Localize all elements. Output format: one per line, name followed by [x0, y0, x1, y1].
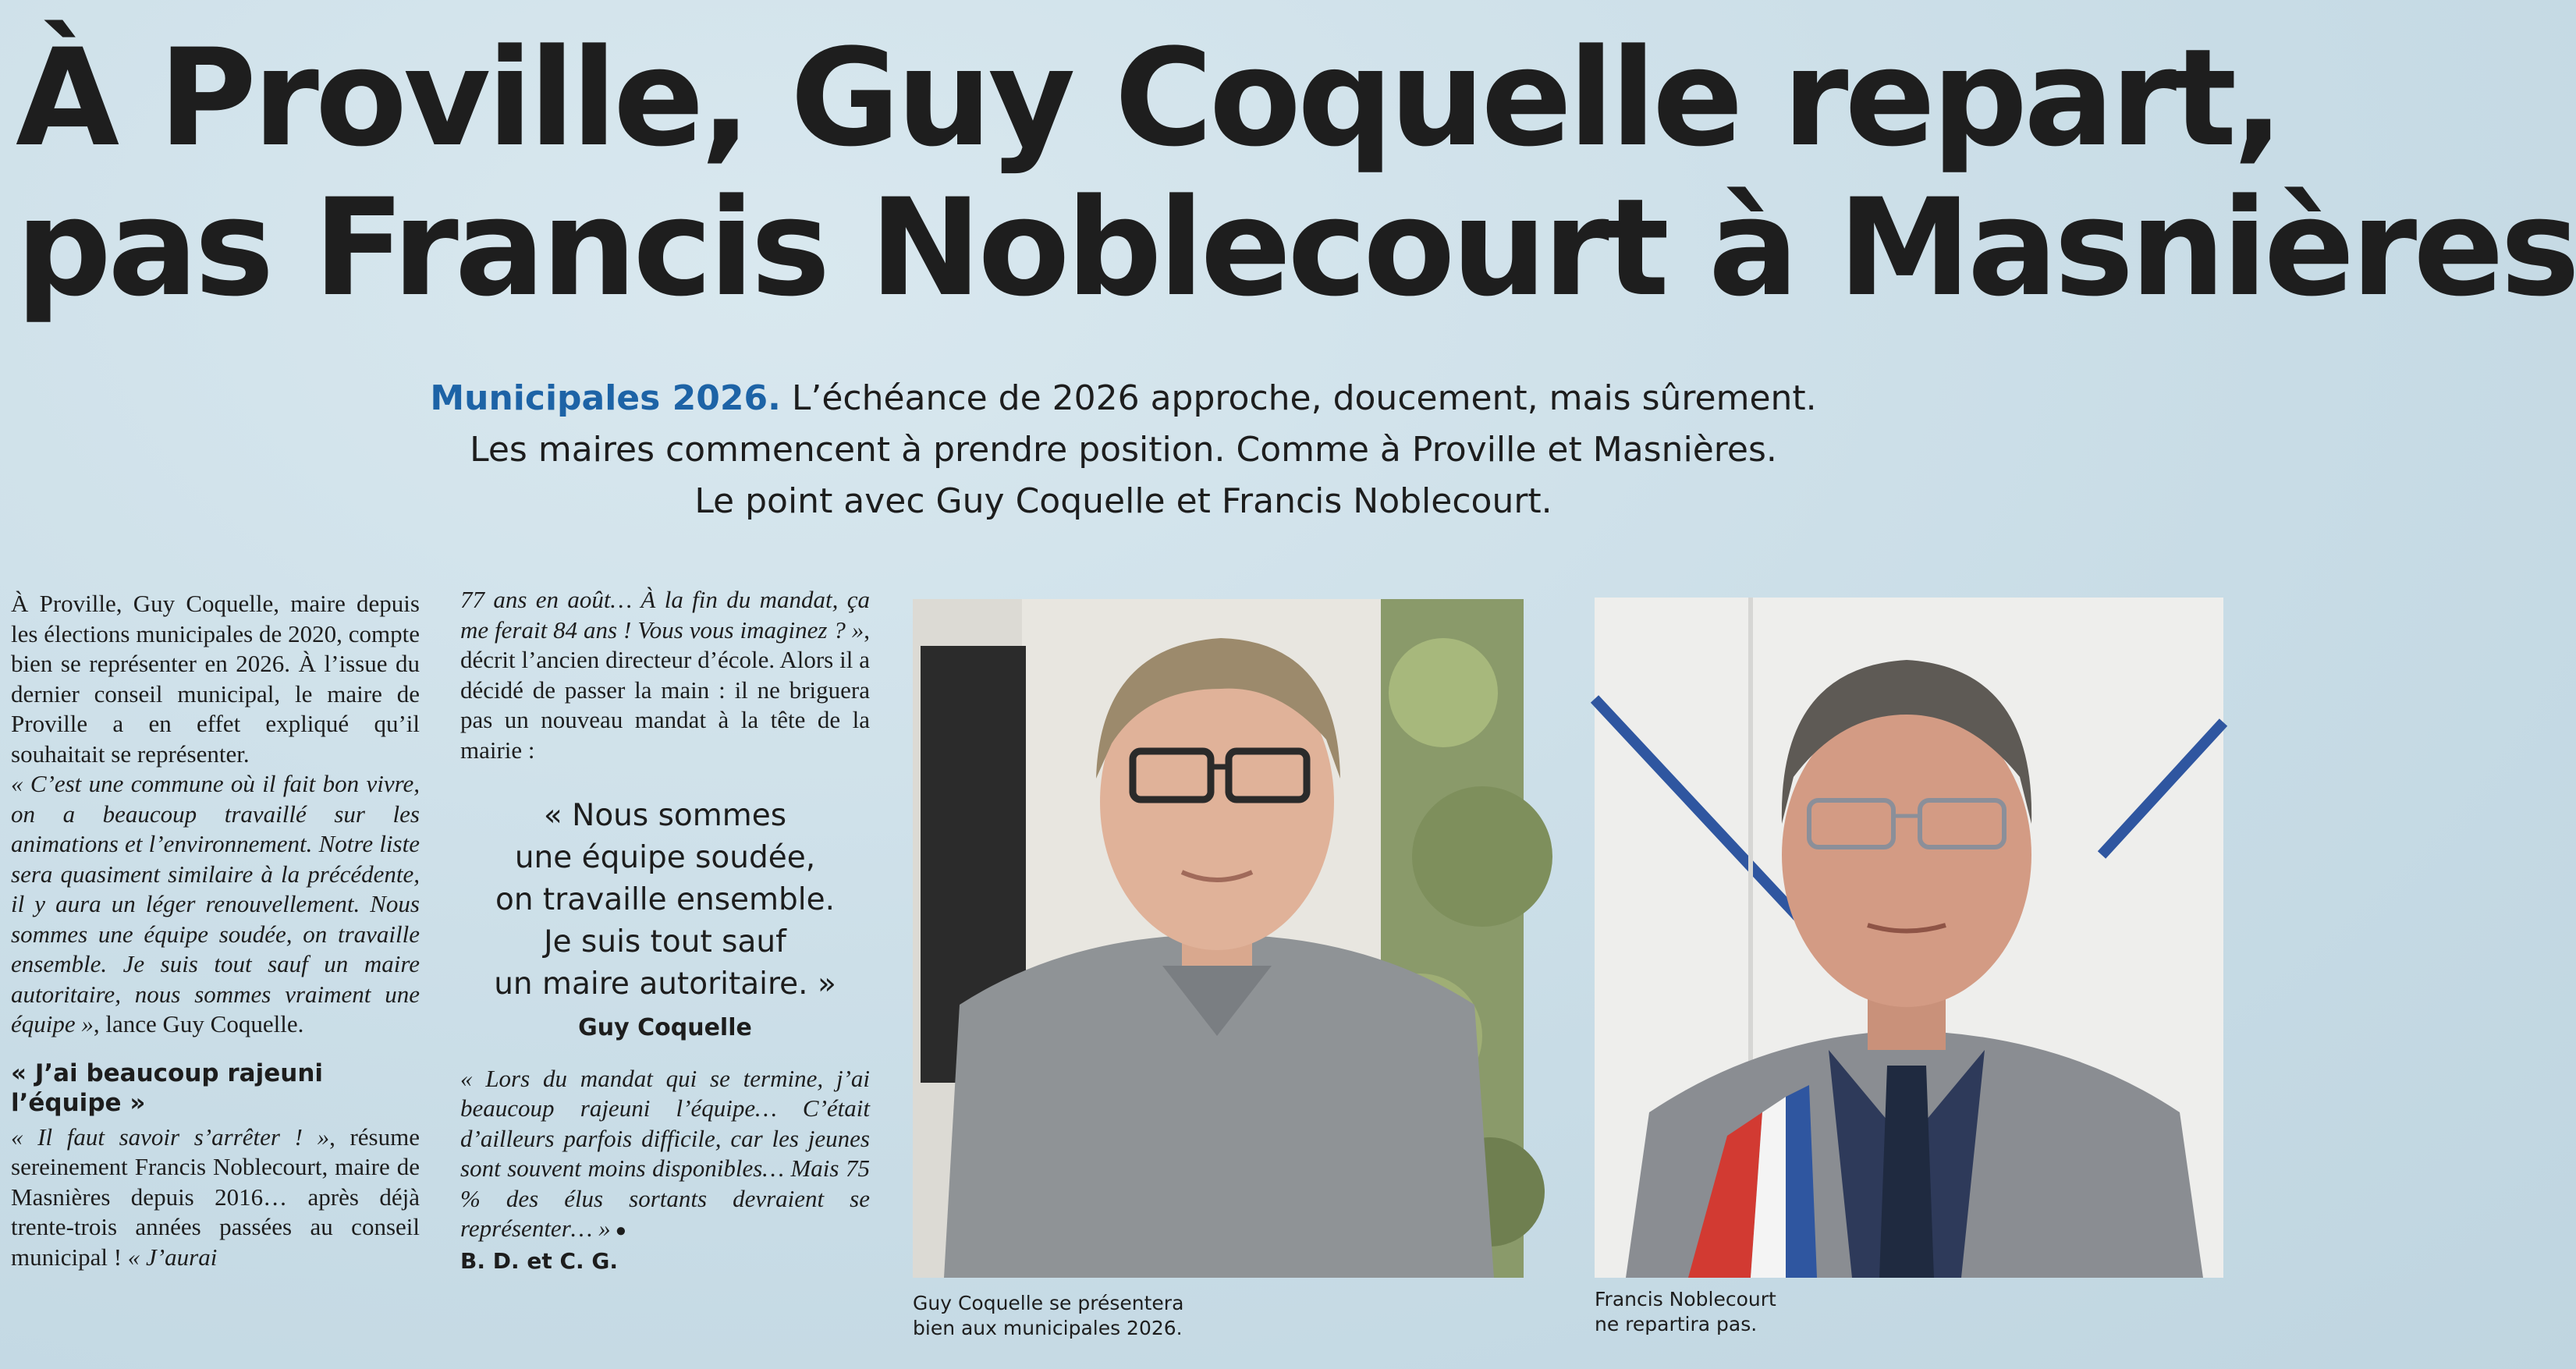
quote-text: « C’est une commune où il fait bon vivre, on a beaucoup travaillé sur les animations et l’environnement. Notre liste sera quasiment similaire à la précédente, il y aura un léger renouvellement. Nous sommes une équipe soudée, on travaille ensemble. Je suis tout sauf un maire autoritaire, nous sommes vraiment une équipe » — [11, 770, 420, 1037]
portrait-image — [913, 599, 1524, 1278]
pull-quote-author: Guy Coquelle — [578, 1014, 752, 1041]
chapo-line-3: Le point avec Guy Coquelle et Francis Noblecourt. — [694, 481, 1552, 521]
photo-guy-coquelle — [913, 599, 1524, 1278]
caption-line: Guy Coquelle se présentera — [913, 1292, 1184, 1314]
caption-line: bien aux municipales 2026. — [913, 1317, 1183, 1339]
paragraph-2 — [11, 769, 420, 1040]
byline: B. D. et C. G. — [460, 1247, 619, 1274]
quote-text: « Lors du mandat qui se termine, j’ai beaucoup rajeuni l’équipe… C’était d’ailleurs parfois difficile, car les jeunes sont souvent moins disponibles… Mais 75 % des élus sortants devraient se représenter… » — [460, 1064, 870, 1242]
paragraph-text: , résume sereinement Francis Noblecourt, maire de Masnières depuis 2016… après déjà trente-trois années passées au conseil municipal ! — [11, 1123, 420, 1271]
article-column-1 — [11, 589, 420, 1272]
article-column-2 — [460, 585, 870, 1276]
photo-caption-1 — [913, 1291, 1303, 1341]
pull-quote-line: « Nous sommes — [543, 798, 787, 833]
portrait-image — [1595, 598, 2223, 1278]
paragraph-1: À Proville, Guy Coquelle, maire depuis les élections municipales de 2020, compte bien se représenter en 2026. À l’issue du dernier conseil municipal, le maire de Proville a en effet expliqué qu’il souhaitait se représenter. — [11, 590, 420, 768]
quote-text: 77 ans en août… À la fin du mandat, ça me ferait 84 ans ! Vous vous imaginez ? » — [460, 586, 870, 644]
paragraph-5 — [460, 1064, 870, 1247]
pull-quote-line: un maire autoritaire. » — [494, 966, 836, 1002]
headline-line-2: pas Francis Noblecourt à Masnières — [16, 169, 2576, 326]
headline — [16, 20, 2576, 326]
headline-line-1: À Proville, Guy Coquelle repart, — [16, 20, 2280, 176]
kicker: Municipales 2026. — [430, 378, 781, 418]
pull-quote-line: on travaille ensemble. — [495, 882, 836, 917]
photo-caption-2 — [1595, 1287, 1907, 1337]
photo-francis-noblecourt — [1595, 598, 2223, 1278]
paragraph-3 — [11, 1123, 420, 1273]
pull-quote-line: Je suis tout sauf — [544, 924, 786, 959]
pull-quote — [460, 795, 870, 1005]
caption-line: ne repartira pas. — [1595, 1313, 1758, 1335]
chapo-line-2: Les maires commencent à prendre position. Comme à Proville et Masnières. — [470, 430, 1777, 470]
end-mark-icon: ● — [610, 1221, 627, 1241]
chapo-line-1 — [265, 373, 1982, 424]
pull-quote-line: une équipe soudée, — [514, 840, 816, 875]
quote-text: « Il faut savoir s’arrêter ! » — [11, 1123, 330, 1151]
quote-text: « J’aurai — [127, 1243, 218, 1271]
subheading: « J’ai beaucoup rajeuni l’équipe » — [11, 1059, 324, 1117]
caption-line: Francis Noblecourt — [1595, 1288, 1776, 1310]
paragraph-text: , décrit l’ancien directeur d’école. Alors il a décidé de passer la main : il ne briguera pas un nouveau mandat à la tête de la mairie : — [460, 615, 870, 764]
chapo — [265, 373, 1982, 527]
paragraph-4 — [460, 585, 870, 765]
chapo-line-1-text: L’échéance de 2026 approche, doucement, mais sûrement. — [791, 378, 1817, 418]
quote-attribution: , lance Guy Coquelle. — [93, 1010, 304, 1037]
